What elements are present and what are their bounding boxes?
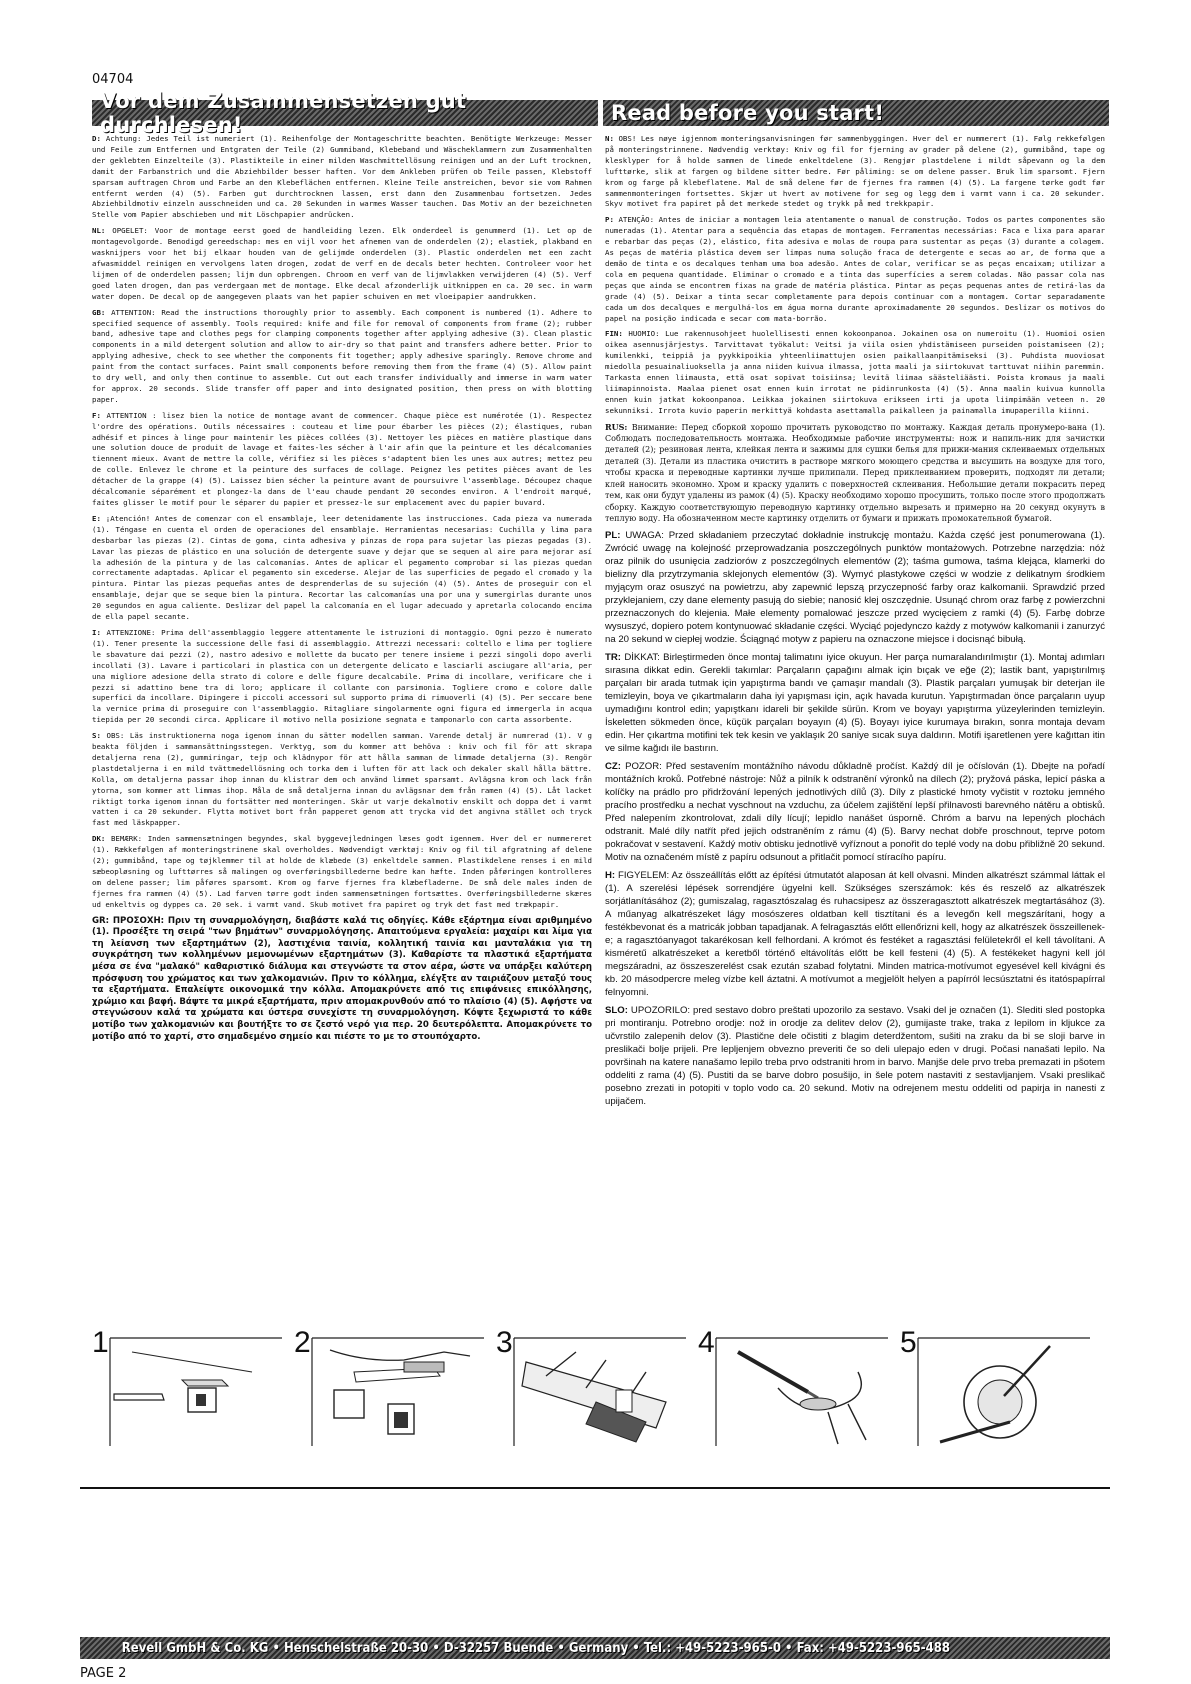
step-2 <box>294 1326 492 1452</box>
instruction-text: POZOR: Před sestavením montážního návodu důkladně pročíst. Každý díl je očíslován (1). Dbejte na pořadí montážních kroků. Potřebné nástroje: Nůž a pilník k odstranění výronků na dílech (2); pryžová páska, lepicí páska a kolíčky na prádlo pro přidržování lepených jednotlivých dílů (3). Díly z plastické hmoty vyčistit v roztoku jemného pracího prostředku a nechat vyschnout na vzduchu, za účelem zajištění lepší přilnavosti barevného nátěru a obtisků. Před nalepením zkontrolovat, zdali díly lícují; lepidlo nanášet úsporně. Chróm a barvu na lepených plochách odstranit. Malé díly natřít před jejich odstraněním z rámu (4) (5). Barvy nechat dobře proschnout, teprve potom pokračovat v sestavení. Každý motiv obtisku jednotlivě vyříznout a ponořit do teplé vody na dobu přibližně 20 sekund. Motiv na označeném místě z papíru odsunout a přitlačit pomocí stíracího papíru. <box>605 761 1105 864</box>
instruction-paragraph <box>92 916 592 1044</box>
language-code: F: <box>92 410 107 420</box>
instruction-paragraph <box>92 628 592 726</box>
page-number: PAGE 2 <box>80 1666 127 1681</box>
clamp-gluing-illustration-icon <box>496 1332 694 1452</box>
instruction-text: ΠΡΟΣΟΧΗ: Πριν τη συναρμολόγηση, διαβάστε καλά τις οδηγίες. Κάθε εξάρτημα είναι αριθμημένο (1). Προσέξτε τη σειρά "των βημάτων" συναρμολόγησης. Απαιτούμενα εργαλεία: μαχαίρι και λίμα για τη λείανση των εξαρτημάτων (2), λαστιχένια ταινία, κολλητική ταινία και μανταλάκια για τη συγκράτηση των κολλημένων μεμονωμένων εξαρτημάτων (3). Καθαρίστε τα πλαστικά εξαρτήματα μέσα σε ένα "μαλακό" καθαριστικό διάλυμα και στεγνώστε τα στον αέρα, ώστε να υπάρξει καλύτερη πρόσφυση του χρώματος και των χαλκομανιών. Πριν το κόλλημα, ελέγξτε αν ταιριάζουν μεταξύ τους τα εξαρτήματα. Επαλείψτε οικονομικά την κόλλα. Απομακρύνετε από τις επιφάνειες επικόλλησης, χρώμιο και βαφή. Βάψτε τα μικρά εξαρτήματα, πριν απομακρυνθούν από το πλαίσιο (4) (5). Αφήστε να στεγνώσουν καλά τα χρώματα και ύστερα συνεχίστε τη συναρμολόγηση. Κόψτε ξεχωριστά το κάθε μοτίβο των χαλκομανιών και βουτήξτε το σε ζεστό νερό για περ. 20 δευτερόλεπτα. Απομακρύνετε το μοτίβο από το χαρτί, στο σημαδεμένο σημείο και πιέστε το με το στουπόχαρτο. <box>92 915 592 1042</box>
instruction-text: UPOZORILO: pred sestavo dobro preštati upozorilo za sestavo. Vsaki del je označen (1). Slediti sled postopka pri montiranju. Potrebno orodje: nož in orodje za delitev delov (2), gumijaste trake, traka z lepilom in kljukce za učvrstilo zalepenih delov (3). Plastične dele očistiti z blagim deterdžentom, sušiti na zraku da bi se sloji barve in preslikači bolje prijeli. Pre lepljenjem obvezno preveriti če so deli ulepajo eden v drugi. Počasi nanašati lepilo. Na površinah na katere nanašamo lepilo treba prvo odstraniti hrom in barvo. Manjše dele prvo treba premazati in pšotem oddeliti z rama (4) (5). Pustiti da se barve dobro posušijo, in šele potem nastaviti z sestavljanjem. Vsaki preslikač posebno zrezati in potopiti v toplo vodo ca. 20 sekund. Motiv na odrejenem mestu oddeliti od papirja in nanesti z upijačem. <box>605 1005 1105 1108</box>
language-code: D: <box>92 134 106 143</box>
instruction-text: Achtung: Jedes Teil ist numeriert (1). Reihenfolge der Montageschritte beachten. Benötigte Werkzeuge: Messer und Feile zum Entfernen und Entgraten der Teile (2) Gummiband, Klebeband und Wäscheklammern zum Zusammenhalten der geklebten Einzelteile (3). Plastikteile in einer milden Waschmittellösung reinigen und an der Luft trocknen, damit der Farbanstrich und die Abziehbilder besser haften. Vor dem Ankleben prüfen ob Teile passen, Klebstoff sparsam auftragen Chrom und Farbe an den Klebeflächen entfernen. Kleine Teile anstreichen, bevor sie vom Rahmen entfernt werden (4) (5). Farben gut durchtrocknen lassen, erst dann den Zusammenbau fortsetzen. Jedes Abziehbildmotiv einzeln ausschneiden und ca. 20 Sekunden in warmes Wasser tauchen. Das Motiv an der bezeichneten Stelle vom Papier abschieben und mit Löschpapier andrücken. <box>92 134 592 220</box>
instruction-text: ATENÇÃO: Antes de iniciar a montagem leia atentamente o manual de construção. Todos os partes componentes são numeradas (1). Atentar para a sequência das etapas de montagem. Ferramentas necessárias: Faca e lixa para aparar e rebarbar das peças (2), elástico, fita adesiva e molas de roupa para sustentar as peças (3) durante a colagem. As peças de matéria plástica devem ser limpas numa solução fraca de detergente e secas ao ar, de forma que a demão de tinta e os decalques tenham uma boa adesão. Antes de colar, verificar se as peças encaixam; utilizar a cola em pequena quantidade. Eliminar o cromado e a tinta das superfícies a serem coladas. Não passar cola nas peças que ainda se encontrem fixas na grade de matéria plástica. Pintar as peças pequenas antes de retirá-las da grade (4) (5). Deixar a tinta secar completamente para depois continuar com a montagem. Cortar separadamente cada um dos decalques e mergulhá-los em água morna durante aproximadamente 20 segundos. Deslizar os motivos do papel na posição indicada e secar com mata-borrão. <box>605 215 1105 323</box>
language-code: I: <box>92 627 107 637</box>
step-3 <box>496 1326 694 1452</box>
divider-line <box>80 1487 1110 1489</box>
file-sanding-illustration-icon <box>294 1332 492 1452</box>
language-code: NL: <box>92 226 113 236</box>
instructions-column-left <box>92 134 592 1234</box>
instruction-paragraph <box>605 215 1105 324</box>
step-number: 5 <box>900 1326 917 1359</box>
instruction-paragraph <box>92 226 592 302</box>
language-code: FIN: <box>605 329 629 339</box>
instruction-text: ATTENTION : lisez bien la notice de montage avant de commencer. Chaque pièce est numérotée (1). Respectez l'ordre des opérations. Outils nécessaires : couteau et lime pour ébarber les pièces (2); élastiques, ruban adhésif et pinces à linge pour maintenir les pièces collées (3). Nettoyer les pièces en matière plastique dans une solution douce de produit de lavage et faites-les sécher à l'air afin que la peinture et les décalcomanies tiennent mieux. Avant de mettre la colle, vérifiez si les pièces s'adaptent bien les unes aux autres; mettez peu de colle. Enlevez le chrome et la peinture des surfaces de collage. Peignez les petites pièces avant de les détacher de la grappe (4) (5). Laissez bien sécher la peinture avant de poursuivre l'assemblage. Découpez chaque décalcomanie séparément et plongez-la dans de l'eau chaude pendant 20 secondes environ. A l'endroit marqué, faites glisser le motif pour le séparer du papier et pressez-le sur emplacement avec du papier buvard. <box>92 410 592 507</box>
brush-painting-illustration-icon <box>698 1332 896 1452</box>
language-code: P: <box>605 215 619 225</box>
instruction-paragraph <box>605 329 1105 416</box>
language-code: DK: <box>92 834 111 844</box>
instruction-paragraph <box>605 869 1105 999</box>
knife-cut-illustration-icon <box>92 1332 290 1452</box>
instruction-text: BEMÆRK: Inden sammensætningen begyndes, skal byggevejledningen læses godt igennem. Hver del er nummereret (1). Rækkefølgen af monteringstrinene skal overholdes. Nødvendigt værktøj: Kniv og fil til afgratning af delene (2); gummibånd, tape og tøjklemmer til at holde de klæbede (3) enkeltdele sammen. Plastikdelene renses i en mild sæbeopløsning og lufttørres så malingen og overføringsbillederne bedre kan hæfte. Inden påføringen kontrolleres om delene passer; lim påføres sparsomt. Krom og farve fjernes fra klæbefladerne. De små dele males inden de fjernes fra rammen (4) (5). Lad farven tørre godt inden sammensætningen fortsættes. Overføringsbillederne skæres ud enkeltvis og dyppes ca. 20 sek. i varmt vand. Skub motivet fra papiret og tryk det fast med trækpapir. <box>92 834 592 909</box>
document-code: 04704 <box>92 72 134 87</box>
heading-german: Vor dem Zusammensetzen gut durchlesen! <box>92 100 598 126</box>
instruction-text: FIGYELEM: Az összeállítás előtt az építési útmutatót alaposan át kell olvasni. Minden alkatrészt számmal láttak el (1). A szerelési lépések sorrendjére ügyelni kell. Szükséges szerszámok: kés és reszelő az alkatrészek sorjátlanításához (2); gumiszalag, ragasztószalag és ruhacsipesz az összeragasztott alkatrészek megtartásához (3). A műanyag alkatrészeket lágy mosószeres oldatban kell tisztítani és a levegőn kell megszárítani, hogy a festékbevonat és a matricák jobban tapadjanak. A felragasztás előtt ellenőrizni kell, hogy az alkatrészek összeillenek-e; a ragasztóanyagot takarékosan kell felhordani. A krómot és festéket a ragasztási felületekről el kell távolítani. A kisméretű alkatrészeket a keretből történő eltávolítás előtt be kell festeni (4) (5). A festékeket hagyni kell jól megszáradni, az összeszerelést csak ezután szabad folytatni. Minden matrica-motívumot egyesével kell kivágni és kb. 20 másodpercre meleg vízbe kell áztatni. A motívumot a megjelölt helyen a papírról lecsúsztatni és itatóspapírral felnyomni. <box>605 870 1105 999</box>
decal-transfer-illustration-icon <box>900 1332 1098 1452</box>
instructions-column-right <box>605 134 1105 1234</box>
language-code: TR: <box>605 652 625 664</box>
instruction-text: OBS: Läs instruktionerna noga igenom innan du sätter modellen samman. Varende detalj är numrerad (1). V g beakta följden i sammansättningsstegen. Verktyg, som du kommer att behöva : kniv och fil för att skrapa detaljerna rena (2), gummiringar, tejp och klädnypor för att hålla samman de limmade detaljerna (3). Rengör plastdetaljerna i en mild tvättmedellösning och torka dem i luften för att lack och dekaler skall hålla bättre. Kolla, om detaljerna passar ihop innan du klistrar dem och använd limmet sparsamt. Avlägsna krom och lack från ytorna, som kommer att limmas ihop. Måla de små detaljerna innan du avlägsnar dem från ramen (4) (5). Låt lacket riktigt torka igenom innan du fortsätter med monteringen. Skär ut varje dekalmotiv enskilt och doppa det i varmt vatten i ca 20 sekunder. Flytta motivet bort från papperet genom att trycka vid det angivna stället och tryck fast med läskpapper. <box>92 731 592 828</box>
instruction-text: ATTENTION: Read the instructions thoroughly prior to assembly. Each component is numbered (1). Adhere to specified sequence of assembly. Tools required: knife and file for removal of components from frame (2); rubber band, adhesive tape and clothes pegs for clamping components together after applying adhesive (3). Clean plastic components in a mild detergent solution and allow to air-dry so that paint and transfers adhere better. Prior to applying adhesive, check to see whether the components fit together; apply adhesive sparingly. Remove chrome and paint from the contact surfaces. Paint small components before removing them from the frame (4) (5). Allow paint to dry well, and only then continue to assemble. Cut out each transfer individually and immerse in warm water for approx. 20 seconds. Slide transfer off paper and into designated position, then press on with blotting paper. <box>92 307 592 404</box>
instruction-paragraph <box>605 529 1105 646</box>
instruction-text: Внимание: Перед сборкой хорошо прочитать руководство по монтажу. Каждая деталь пронумеро-вана (1). Соблюдать последовательность монтажа. Необходимые рабочие инструменты: нож и напиль-ник для зачистки деталей (2); резиновая лента, клейкая лента и зажимы для сушки белья для прижи-мания склеиваемых отдельных деталей (3). Детали из пластика очистить в растворе мягкого моющего средства и высушить на воздухе для того, чтобы краска и переводные картинки лучше прилипали. Перед приклеиванием проверить, подходят ли детали; клей наносить экономно. Хром и краску удалить с поверхностей склеивания. Небольшие детали покрасить перед тем, как они будут удалены из рамок (4) (5). Краску необходимо хорошо просушить, только после этого продолжать сборку. Каждую соответствующую переводную картинку отдельно вырезать и примерно на 20 секунд окунуть в теплую воду. На обозначенном месте картинку отделить от бумаги и прижать промокательной бумагой. <box>605 422 1105 523</box>
heading-english: Read before you start! <box>603 100 1109 126</box>
instruction-paragraph <box>605 134 1105 210</box>
instruction-paragraph <box>92 731 592 829</box>
language-code: N: <box>605 134 619 143</box>
instruction-text: DİKKAT: Birleştirmeden önce montaj talimatını iyice okuyun. Her parça numaralandırılmıştır (1). Montaj adımları sırasına dikkat edin. Gerekli takımlar: Parçaların çapağını almak için bıçak ve eğe (2); lastik bant, yapıştırılmış parçaları bir arada tutmak için yapıştırma bandı ve çamaşır mandalı (3). Plastik parçaları yumuşak bir deterjan ile temizleyin, boya ve çıkartmaların daha iyi yapışması için, açık havada kurutun. Yapıştırmadan önce parçaların uyup uymadığını kontrol edin; yapıştkanı idareli bir şekilde sürün. Krom ve boyayı yapıştırma yüzeylerinden temizleyin. İskeletten sökmeden önce, küçük parçaları boyayın (4) (5). Boyayı iyice kurumaya bırakın, sonra montaja devam edin. Her çıkartma motifini tek tek kesin ve yaklaşık 20 saniye sıcak suya daldırın. Motifi işaretlenen yere kağıttan itin ve silme kağıdı ile bastırın. <box>605 652 1105 755</box>
instruction-text: HUOMIO: Lue rakennusohjeet huolellisesti ennen kokoonpanoa. Jokainen osa on numeroitu (1). Huomioi osien oikea asennusjärjestys. Tarvittavat työkalut: Veitsi ja viila osien yhdistämiseen purseiden poistamiseen (2); kumilenkki, teippiä ja pyykkipoikia yhteenliimattujen osien paikallaanpitämiseksi (3). Puhdista muoviosat miedolla pesuainaliuoksella ja anna niiden kuivua ilmassa, jotta maali ja siirtokuvat tarttuvat niihin paremmin. Tarkasta ennen liimausta, että osat sopivat toisiinsa; levitä liimaa säästeliäästi. Poista kromaus ja maali liimapinnoista. Maalaa pienet osat ennen kuin irrotat ne pidinrunkosta (4) (5). Anna maalin kuivua kunnolla ennen kuin jatkat kokoonpanoa. Leikkaa jokainen siirtokuva erikseen irti ja upota liimpimään veteen n. 20 sekunniksi. Irrota kuvio paperin merkittyä kohdasta asettamalla paikalleen ja painamalla imupaperilla kiinni. <box>605 329 1105 415</box>
company-footer: Revell GmbH & Co. KG • Henschelstraße 20-30 • D-32257 Buende • Germany • Tel.: +49-5223-965-0 • Fax: +49-5223-965-488 <box>80 1637 1110 1659</box>
instruction-text: ¡Atención! Antes de comenzar con el ensamblaje, leer detenidamente las instrucciones. Cada pieza va numerada (1). Téngase en cuenta el orden de operaciones del ensamblaje. Herramientas necesarias: Cuchilla y lima para desbarbar las piezas (2). Cintas de goma, cinta adhesiva y pinzas de ropa para sujetar las piezas pegadas (3). Lavar las piezas de plástico en una solución de detergente suave y dejar que se sequen al aire para mejorar así la adhesión de la pintura y de las calcomanías. Antes de aplicar el pegamento comprobar si las piezas quedan correctamente adaptadas. Aplicar el pegamento sin excederse. Alejar de las superficies de pegado el cromado y la pintura. Pintar las piezas pequeñas antes de desprenderlas de su sujeción (4) (5). Antes de proseguir con el ensamblaje, dejar que se seque bien la pintura. Recortar las calcomanías una por una y sumergirlas durante unos 20 segundos en agua caliente. Deslizar del papel la calcomanía en el lugar adecuado y apretarla colocando encima de ella papel secante. <box>92 513 592 622</box>
instruction-paragraph <box>92 134 592 221</box>
language-code: PL: <box>605 530 626 542</box>
step-1 <box>92 1326 290 1452</box>
language-code: S: <box>92 731 107 741</box>
instruction-text: OPGELET: Voor de montage eerst goed de handleiding lezen. Elk onderdeel is genummerd (1). Let op de montagevolgorde. Benodigd gereedschap: mes en vijl voor het afnemen van de onderdelen (2); elastiek, plakband en wasknijpers voor het bij elkaar houden van de gelijmde onderdelen (3). Plastic onderdelen met een zacht afwasmiddel reinigen en vervolgens laten drogen, zodat de verf en de decals beter hechten. Controleer voor het lijmen of de onderdelen passen; lijm dun opbrengen. Chroom en verf van de lijmvlakken verwijderen (4) (5). Verf goed laten drogen, dan pas verdergaan met de montage. Elke decal afzonderlijk uitknippen en ca. 20 sec. in warm water dopen. De decal op de aangegeven plaats van het papier schuiven en met vloeipapier aandrukken. <box>92 226 592 301</box>
instruction-paragraph <box>92 411 592 509</box>
instruction-paragraph <box>605 760 1105 864</box>
language-code: GR: <box>92 915 113 926</box>
language-code: GB: <box>92 307 112 317</box>
step-number: 2 <box>294 1326 311 1359</box>
instruction-paragraph <box>92 308 592 406</box>
language-code: RUS: <box>605 421 632 432</box>
step-number: 3 <box>496 1326 513 1359</box>
instruction-text: UWAGA: Przed składaniem przeczytać dokładnie instrukcję montażu. Każda część jest ponumerowana (1). Zwrócić uwagę na kolejność przeprowadzania poszczególnych punktów montażowych. Potrzebne narzędzia: nóż oraz pilnik do usunięcia zadziorów z poszczególnych elementów (2); taśma gumowa, taśma klejąca, klamerki do bielizny dla przytrzymania sklejonych elementów (3). Wymyć plastykowe części w wodzie z delikatnym środkiem myjącym oraz osuszyć na powietrzu, aby zapewnić lepszą przyczepność farby oraz kalkomanii. Sprawdzić przed przyklejaniem, czy dane elementy pasują do siebie; nanosić klej oszczędnie. Usunąć chrom oraz farbę z powierzchni przeznaczonych do klejenia. Małe elementy pomalować jeszcze przed wycięciem z ramki (4) (5). Farbę dobrze wysuszyć, dopiero potem kontynuować składanie części. Wyciąć pojedynczo każdy z motywów kalkomanii i zanurzyć na 20 sekund w ciepłej wodzie. Ściągnąć motyw z papieru na oznaczone miejsce i docisnąć bibułą. <box>605 530 1105 646</box>
instruction-paragraph <box>605 422 1105 525</box>
step-4 <box>698 1326 896 1452</box>
instruction-text: ATTENZIONE: Prima dell'assemblaggio leggere attentamente le istruzioni di montaggio. Ogni pezzo è numerato (1). Tener presente la successione delle fasi di assemblaggio. Attrezzi necessari: coltello e lima per togliere le sbavature dai pezzi (2), nastro adesivo e mollette da bucato per tenere insieme i pezzi singoli dopo averli incollati (3). Lavare i particolari in plastica con un detergente delicato e lasciarli asciugare all'aria, per una migliore adesione della strato di colore e delle figure decalcabile. Prima di incollare, verificare che i pezzi si adattino bene tra di loro; applicare il collante con parsimonia. Togliere cromo e colore dalle superfici da incollare. Dipingere i piccoli accessori sul supporto prima di rimuoverli (4) (5). Per seccare bene la vernice prima di proseguire con l'assemblaggio. Ritagliare singolarmente ogni figura ed immergerla in acqua tiepida per 20 secondi circa. Applicare il motivo nella posizione segnata e tamponarlo con carta assorbente. <box>92 627 592 725</box>
step-number: 1 <box>92 1326 109 1359</box>
instruction-paragraph <box>605 651 1105 755</box>
language-code: CZ: <box>605 761 626 773</box>
step-number: 4 <box>698 1326 715 1359</box>
instruction-text: OBS! Les nøye igjennom monteringsanvisningen før sammenbyggingen. Hver del er nummerert (1). Følg rekkefølgen på monteringstrinnene. Nødvendig verktøy: Kniv og fil for fjerning av grader på delene (2), gummibånd, tape og klesklyper for å holde sammen de limede enkeltdelene (3). Rengjør plastdelene i mildt såpevann og la dem lufttørke, slik at fargen og bildene sitter bedre. Før påliming: se om delene passer. Bruk lim sparsomt. Fjern krom og farge på klebeflatene. Mal de små delene før de fjernes fra rammen (4) (5). La fargene tørke godt før sammenmonteringen fortsettes. Skjær ut hvert av motivene for seg og legg dem i varmt vann i ca. 20 sekunder. Skyv motivet fra papiret på det merkede stedet og trykk på med trekkpapir. <box>605 134 1105 209</box>
language-code: H: <box>605 870 619 882</box>
instruction-paragraph <box>92 834 592 910</box>
step-5 <box>900 1326 1098 1452</box>
assembly-steps <box>92 1326 1102 1462</box>
instruction-paragraph <box>92 514 592 623</box>
language-code: SLO: <box>605 1005 631 1017</box>
language-code: E: <box>92 513 106 523</box>
instruction-paragraph <box>605 1004 1105 1108</box>
